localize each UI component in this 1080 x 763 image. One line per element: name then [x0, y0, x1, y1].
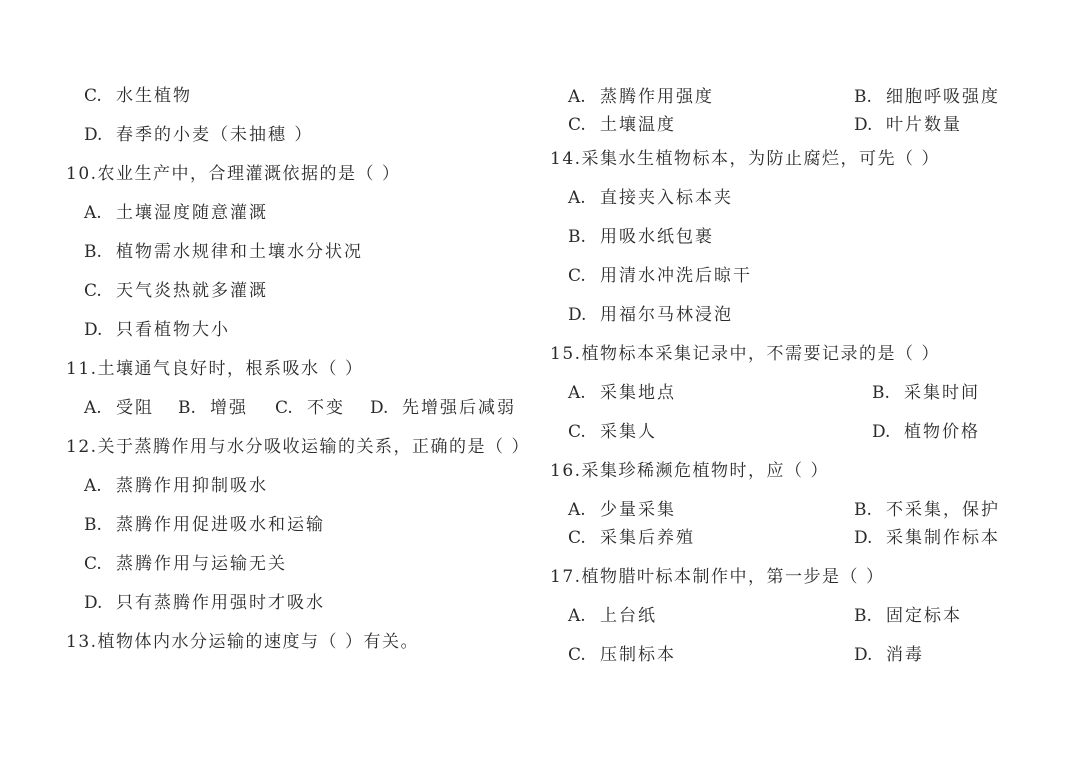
- q10-option-a: [84, 202, 268, 224]
- q13-stem: 13.植物体内水分运输的速度与（ ）有关。: [66, 632, 419, 652]
- option-text: 只看植物大小: [116, 320, 230, 340]
- option-text: 先增强后减弱: [402, 398, 516, 418]
- q11-stem: 11.土壤通气良好时，根系吸水（ ）: [66, 359, 364, 379]
- option-label: D.: [84, 320, 103, 340]
- q11-option-d: [370, 397, 516, 419]
- option-label: A.: [568, 383, 586, 403]
- q13-option-d: [854, 114, 962, 136]
- q14-option-d: [568, 304, 733, 326]
- option-label: A.: [568, 87, 586, 107]
- option-text: 不变: [307, 398, 345, 418]
- option-text: 土壤湿度随意灌溉: [116, 203, 268, 223]
- q14-option-a: [568, 187, 733, 209]
- q11-option-a: [84, 397, 154, 419]
- option-text: 蒸腾作用抑制吸水: [116, 476, 268, 496]
- q9-option-d: [84, 124, 313, 146]
- q17-option-b: [854, 605, 962, 627]
- q14-stem: 14.采集水生植物标本，为防止腐烂，可先（ ）: [550, 149, 940, 169]
- option-label: A.: [568, 188, 586, 208]
- q15-option-b: [872, 382, 980, 404]
- option-label: D.: [854, 115, 873, 135]
- q12-option-a: [84, 475, 268, 497]
- option-label: A.: [84, 476, 102, 496]
- option-text: 蒸腾作用强度: [600, 87, 714, 107]
- q9-option-c: [84, 85, 192, 107]
- option-label: C.: [568, 115, 586, 135]
- option-text: 土壤温度: [600, 115, 676, 135]
- option-text: 采集地点: [600, 383, 676, 403]
- option-text: 水生植物: [116, 86, 192, 106]
- option-text: 采集人: [600, 422, 657, 442]
- q16-stem: 16.采集珍稀濒危植物时，应（ ）: [550, 461, 829, 481]
- q11-option-b: [178, 397, 248, 419]
- q13-option-c: [568, 114, 676, 136]
- option-label: C.: [84, 281, 102, 301]
- q17-option-a: [568, 605, 657, 627]
- option-label: B.: [872, 383, 890, 403]
- q12-option-b: [84, 514, 325, 536]
- option-label: C.: [568, 422, 586, 442]
- option-text: 上台纸: [600, 606, 657, 626]
- q16-option-c: [568, 527, 695, 549]
- option-text: 蒸腾作用促进吸水和运输: [116, 515, 325, 535]
- option-text: 叶片数量: [886, 115, 962, 135]
- q10-option-b: [84, 241, 363, 263]
- option-label: D.: [370, 398, 389, 418]
- option-text: 蒸腾作用与运输无关: [116, 554, 287, 574]
- q14-option-b: [568, 226, 714, 248]
- q12-option-d: [84, 592, 325, 614]
- option-label: D.: [84, 125, 103, 145]
- option-label: A.: [568, 500, 586, 520]
- q16-option-d: [854, 527, 1000, 549]
- option-label: B.: [178, 398, 196, 418]
- q15-option-c: [568, 421, 657, 443]
- option-text: 用吸水纸包裹: [600, 227, 714, 247]
- option-text: 只有蒸腾作用强时才吸水: [116, 593, 325, 613]
- option-text: 增强: [210, 398, 248, 418]
- option-text: 少量采集: [600, 500, 676, 520]
- option-label: A.: [84, 203, 102, 223]
- option-label: A.: [84, 398, 102, 418]
- option-text: 消毒: [886, 645, 924, 665]
- option-label: B.: [854, 87, 872, 107]
- option-text: 采集时间: [904, 383, 980, 403]
- option-label: D.: [84, 593, 103, 613]
- option-text: 采集制作标本: [886, 528, 1000, 548]
- option-text: 植物价格: [904, 422, 980, 442]
- q10-option-d: [84, 319, 230, 341]
- q17-option-c: [568, 644, 676, 666]
- q10-stem: 10.农业生产中，合理灌溉依据的是（ ）: [66, 164, 401, 184]
- option-text: 细胞呼吸强度: [886, 87, 1000, 107]
- option-text: 春季的小麦（未抽穗 ）: [116, 125, 314, 145]
- option-text: 植物需水规律和土壤水分状况: [116, 242, 363, 262]
- option-label: C.: [84, 554, 102, 574]
- option-label: D.: [872, 422, 891, 442]
- q14-option-c: [568, 265, 752, 287]
- option-text: 压制标本: [600, 645, 676, 665]
- option-label: C.: [84, 86, 102, 106]
- option-text: 固定标本: [886, 606, 962, 626]
- option-label: D.: [568, 305, 587, 325]
- option-label: B.: [84, 515, 102, 535]
- option-label: B.: [84, 242, 102, 262]
- option-text: 用福尔马林浸泡: [600, 305, 733, 325]
- q17-option-d: [854, 644, 924, 666]
- q12-stem: 12.关于蒸腾作用与水分吸收运输的关系，正确的是（ ）: [66, 437, 530, 457]
- q12-option-c: [84, 553, 287, 575]
- option-text: 采集后养殖: [600, 528, 695, 548]
- option-text: 直接夹入标本夹: [600, 188, 733, 208]
- q16-option-b: [854, 499, 1000, 521]
- q13-option-b: [854, 86, 1000, 108]
- option-label: B.: [568, 227, 586, 247]
- option-text: 受阻: [116, 398, 154, 418]
- q13-option-a: [568, 86, 714, 108]
- option-label: A.: [568, 606, 586, 626]
- option-label: C.: [568, 645, 586, 665]
- q11-option-c: [275, 397, 345, 419]
- option-label: D.: [854, 528, 873, 548]
- q15-stem: 15.植物标本采集记录中，不需要记录的是（ ）: [550, 344, 940, 364]
- option-label: C.: [568, 528, 586, 548]
- option-label: D.: [854, 645, 873, 665]
- option-text: 不采集，保护: [886, 500, 1000, 520]
- option-label: B.: [854, 500, 872, 520]
- q16-option-a: [568, 499, 676, 521]
- q17-stem: 17.植物腊叶标本制作中，第一步是（ ）: [550, 567, 885, 587]
- option-text: 用清水冲洗后晾干: [600, 266, 752, 286]
- option-label: B.: [854, 606, 872, 626]
- q15-option-a: [568, 382, 676, 404]
- option-text: 天气炎热就多灌溉: [116, 281, 268, 301]
- q10-option-c: [84, 280, 268, 302]
- option-label: C.: [275, 398, 293, 418]
- q15-option-d: [872, 421, 980, 443]
- option-label: C.: [568, 266, 586, 286]
